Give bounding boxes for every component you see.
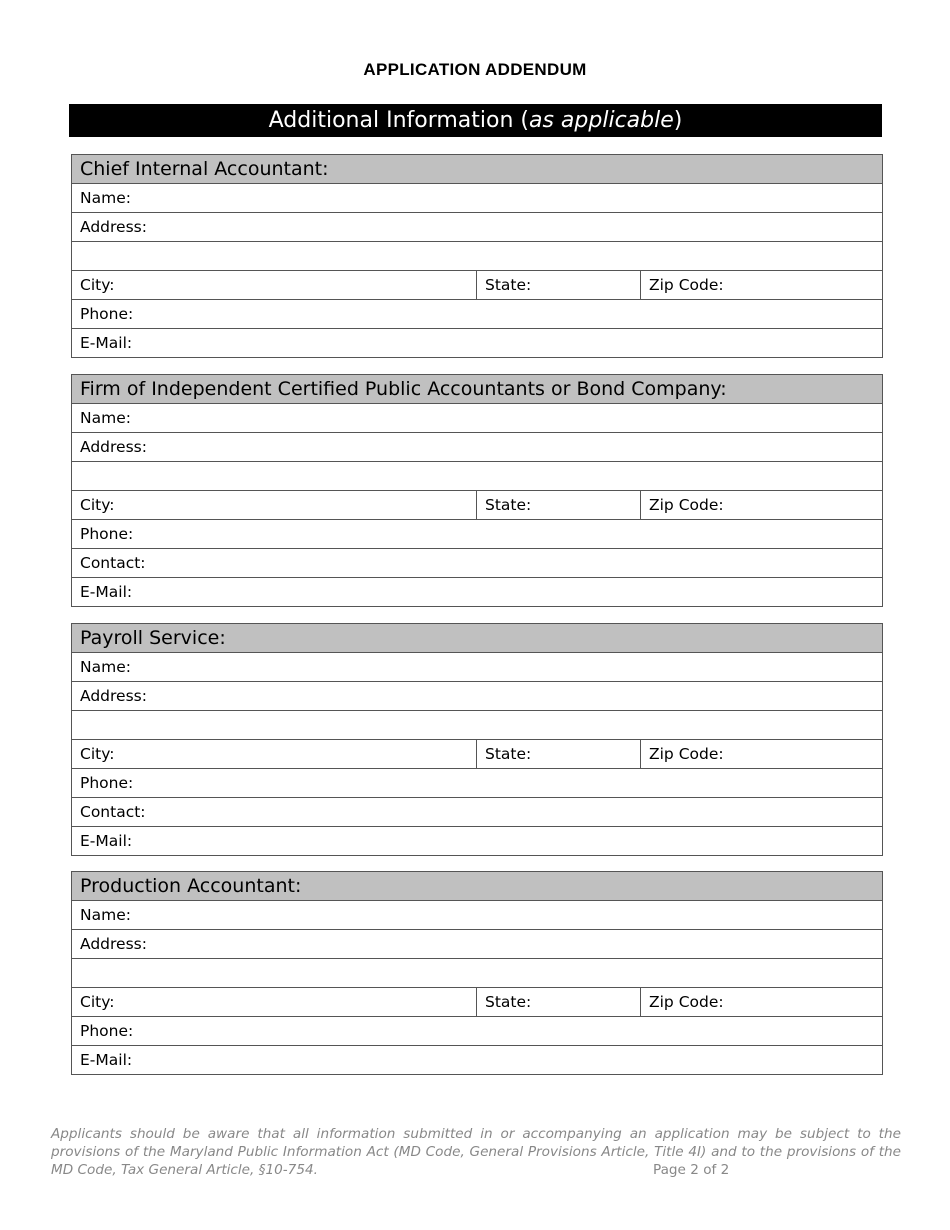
email-label: E-Mail:	[80, 583, 133, 601]
section-production-accountant	[71, 871, 883, 1075]
address-label: Address:	[80, 218, 147, 236]
section-payroll-service	[71, 623, 883, 856]
banner-emphasis: as applicable	[529, 108, 674, 133]
phone-row[interactable]	[72, 769, 882, 798]
email-row[interactable]	[72, 578, 882, 607]
section-heading: Production Accountant:	[72, 872, 882, 901]
zip-label: Zip Code:	[649, 496, 724, 514]
city-field[interactable]	[72, 988, 477, 1016]
phone-label: Phone:	[80, 525, 134, 543]
name-label: Name:	[80, 189, 131, 207]
state-field[interactable]	[477, 988, 641, 1016]
banner-close: )	[673, 108, 683, 133]
zip-label: Zip Code:	[649, 745, 724, 763]
name-label: Name:	[80, 658, 131, 676]
section-heading: Firm of Independent Certified Public Accountants or Bond Company:	[72, 375, 882, 404]
city-state-zip-row	[72, 740, 882, 769]
city-label: City:	[80, 276, 115, 294]
zip-label: Zip Code:	[649, 993, 724, 1011]
phone-label: Phone:	[80, 774, 134, 792]
name-row[interactable]	[72, 184, 882, 213]
state-label: State:	[485, 745, 532, 763]
phone-label: Phone:	[80, 1022, 134, 1040]
city-label: City:	[80, 496, 115, 514]
name-row[interactable]	[72, 404, 882, 433]
section-heading: Chief Internal Accountant:	[72, 155, 882, 184]
phone-label: Phone:	[80, 305, 134, 323]
name-row[interactable]	[72, 653, 882, 682]
address-row[interactable]	[72, 682, 882, 711]
phone-row[interactable]	[72, 520, 882, 549]
address-line-2-row[interactable]	[72, 242, 882, 271]
state-field[interactable]	[477, 271, 641, 299]
contact-label: Contact:	[80, 554, 146, 572]
phone-row[interactable]	[72, 1017, 882, 1046]
address-line-2-row[interactable]	[72, 462, 882, 491]
banner-text: Additional Information (	[268, 108, 529, 133]
city-label: City:	[80, 993, 115, 1011]
page-number: Page 2 of 2	[653, 1162, 730, 1178]
contact-label: Contact:	[80, 803, 146, 821]
state-field[interactable]	[477, 740, 641, 768]
state-field[interactable]	[477, 491, 641, 519]
section-independent-cpa-firm	[71, 374, 883, 607]
zip-field[interactable]	[641, 271, 882, 299]
zip-field[interactable]	[641, 988, 882, 1016]
public-information-notice: Applicants should be aware that all information submitted in or accompanying an application may be subject to the provisions of the Maryland Public Information Act (MD Code, General Provisions Article, Title 4I) and to the provisions of the MD Code, Tax General Article, §10-754.	[51, 1126, 901, 1178]
address-line-2-row[interactable]	[72, 711, 882, 740]
zip-field[interactable]	[641, 740, 882, 768]
address-label: Address:	[80, 687, 147, 705]
email-row[interactable]	[72, 827, 882, 856]
city-field[interactable]	[72, 491, 477, 519]
state-label: State:	[485, 276, 532, 294]
name-label: Name:	[80, 409, 131, 427]
additional-information-banner	[69, 104, 882, 137]
address-label: Address:	[80, 438, 147, 456]
address-row[interactable]	[72, 433, 882, 462]
city-label: City:	[80, 745, 115, 763]
city-field[interactable]	[72, 740, 477, 768]
email-row[interactable]	[72, 329, 882, 358]
city-state-zip-row	[72, 271, 882, 300]
document-title: APPLICATION ADDENDUM	[363, 60, 587, 79]
name-label: Name:	[80, 906, 131, 924]
name-row[interactable]	[72, 901, 882, 930]
address-label: Address:	[80, 935, 147, 953]
email-row[interactable]	[72, 1046, 882, 1075]
contact-row[interactable]	[72, 549, 882, 578]
email-label: E-Mail:	[80, 1051, 133, 1069]
contact-row[interactable]	[72, 798, 882, 827]
city-field[interactable]	[72, 271, 477, 299]
city-state-zip-row	[72, 988, 882, 1017]
state-label: State:	[485, 993, 532, 1011]
email-label: E-Mail:	[80, 334, 133, 352]
city-state-zip-row	[72, 491, 882, 520]
section-chief-internal-accountant	[71, 154, 883, 358]
zip-field[interactable]	[641, 491, 882, 519]
email-label: E-Mail:	[80, 832, 133, 850]
section-heading: Payroll Service:	[72, 624, 882, 653]
zip-label: Zip Code:	[649, 276, 724, 294]
state-label: State:	[485, 496, 532, 514]
address-row[interactable]	[72, 930, 882, 959]
phone-row[interactable]	[72, 300, 882, 329]
address-line-2-row[interactable]	[72, 959, 882, 988]
address-row[interactable]	[72, 213, 882, 242]
